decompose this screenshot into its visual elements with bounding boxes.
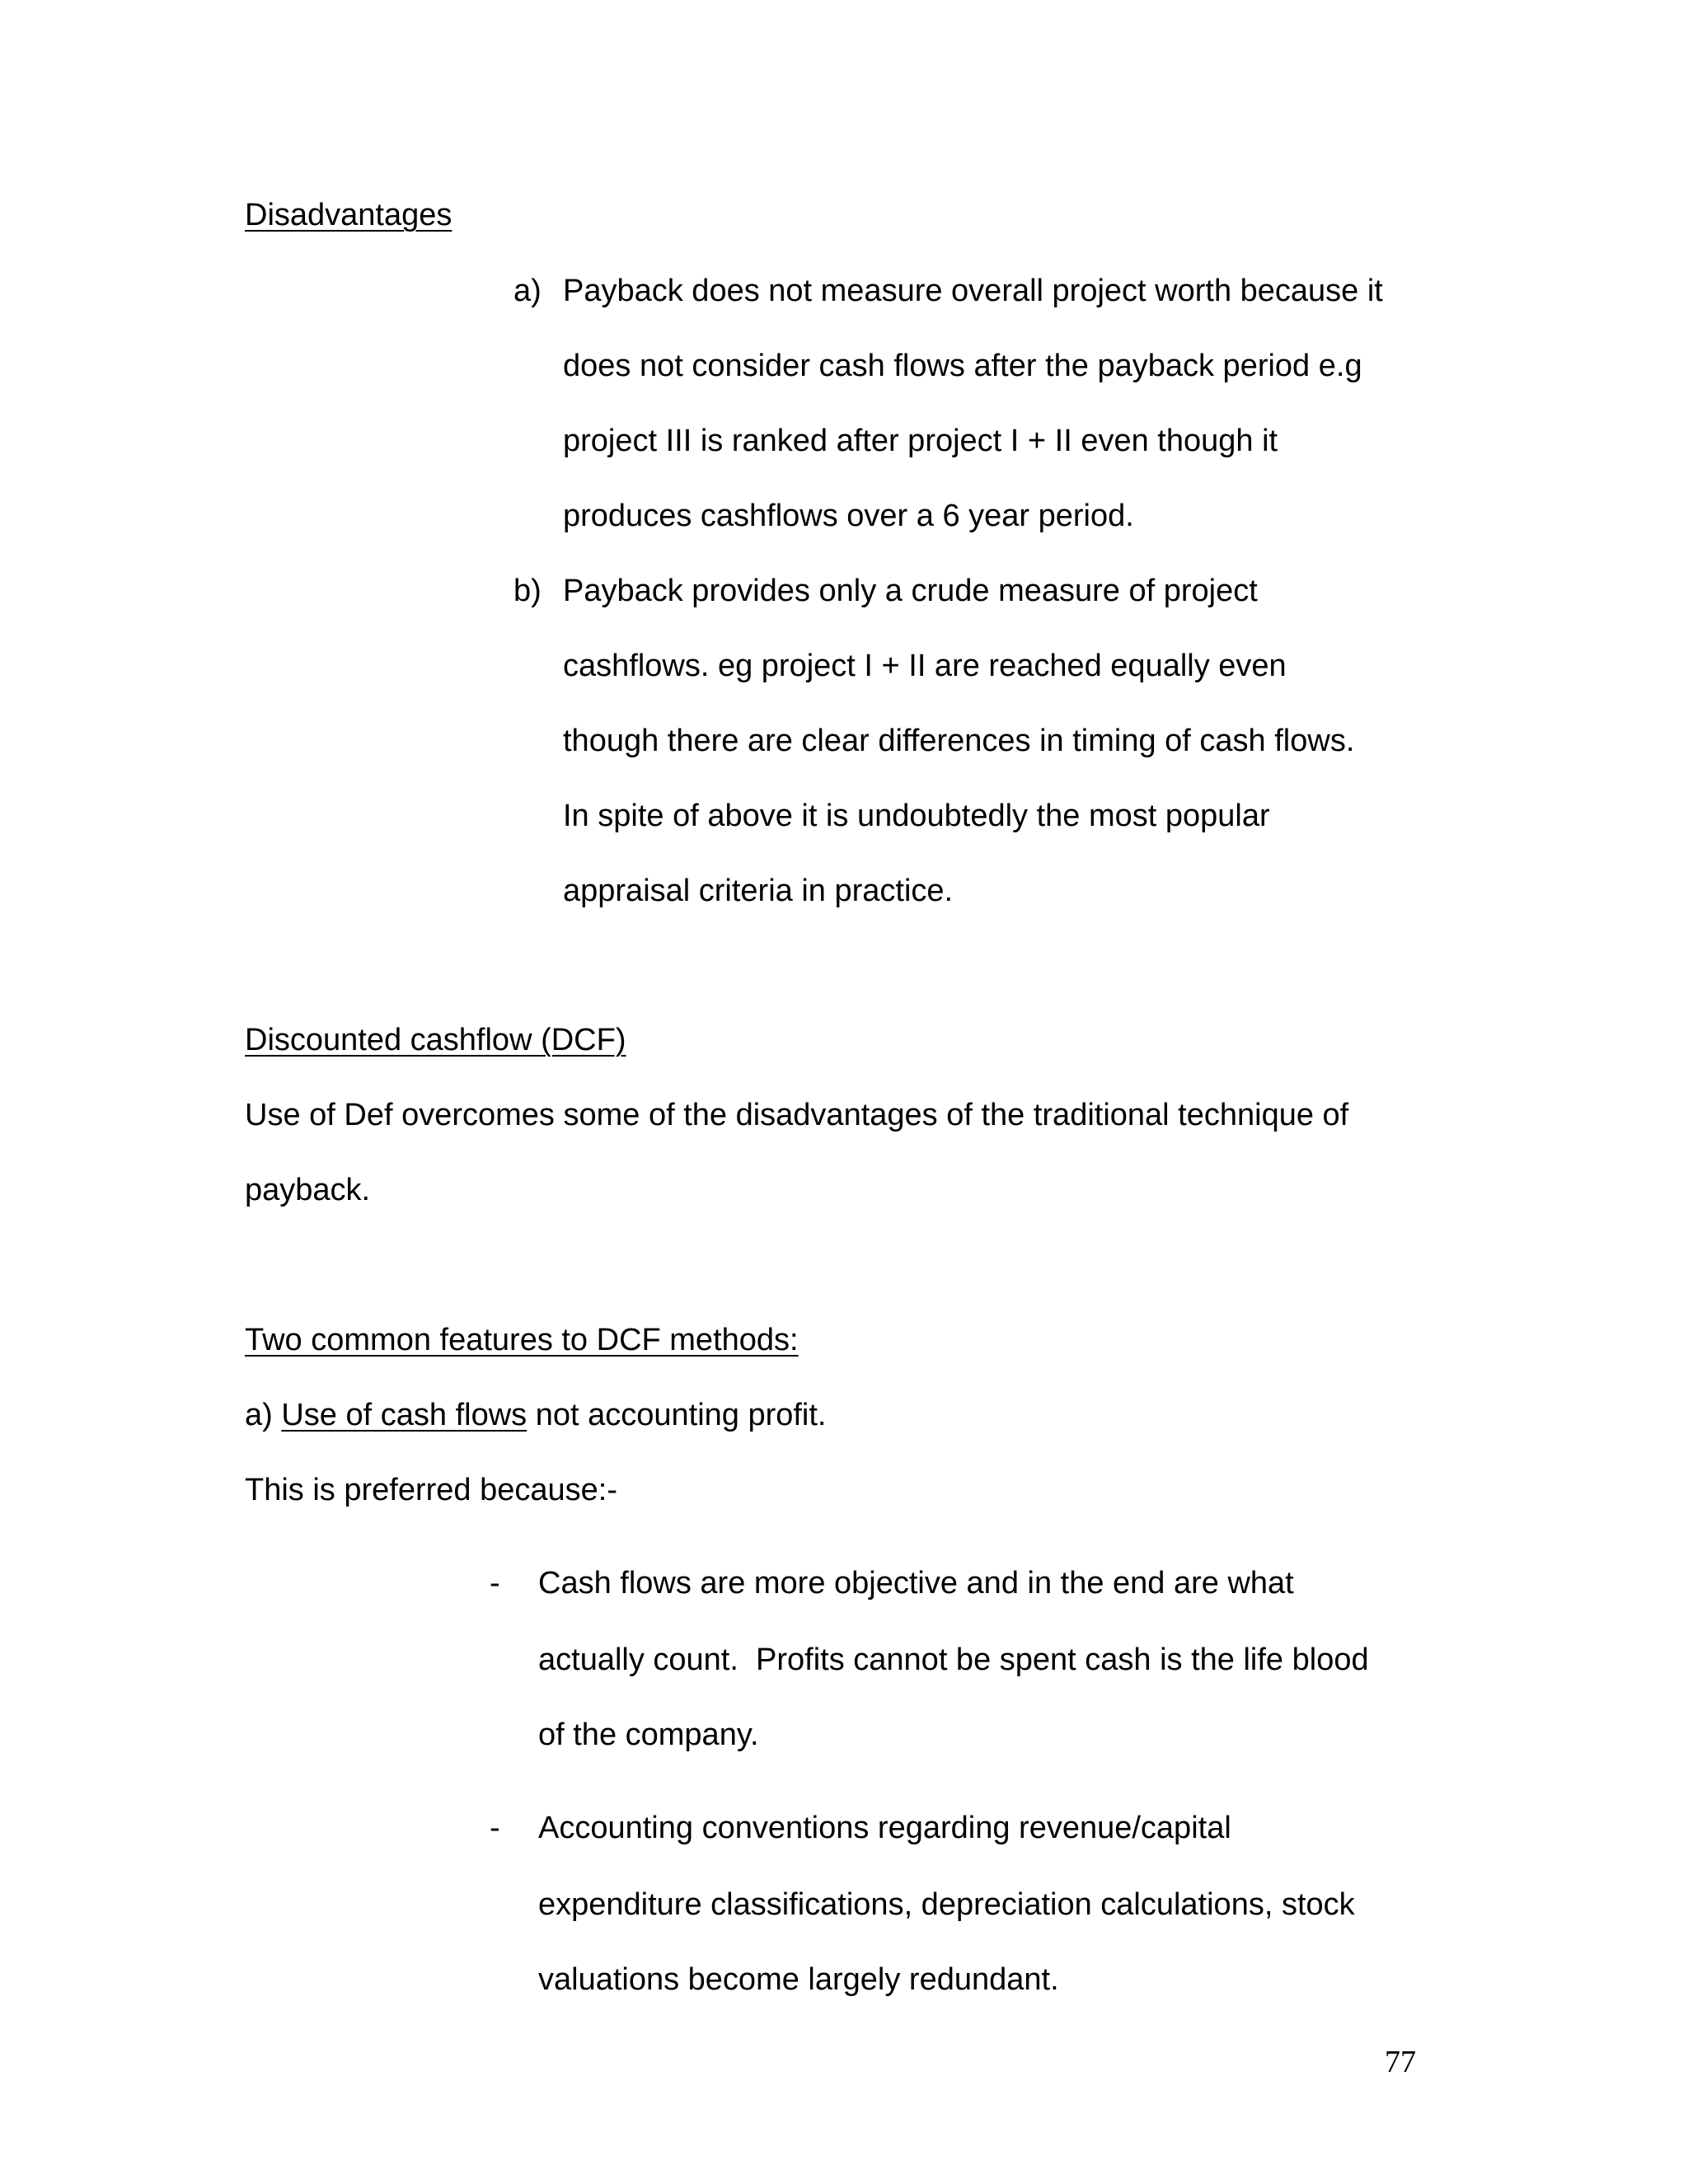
list-item-b-line-5: appraisal criteria in practice. [563,874,954,908]
features-intro: This is preferred because:- [245,1473,617,1507]
feature-item-a-underlined: Use of cash flows [281,1398,528,1432]
dcf-body-line-2: payback. [245,1173,371,1207]
list-item-b-line-1: Payback provides only a crude measure of project [563,574,1258,608]
bullet-dash-1: - [490,1566,500,1601]
feature-item-a-prefix: a) [245,1398,282,1432]
bullet-1-line-2: actually count. Profits cannot be spent cash is the life blood [538,1643,1369,1677]
feature-item-a [245,1399,827,1431]
bullet-dash-2: - [490,1811,500,1845]
list-item-b-line-3: though there are clear differences in timing of cash flows. [563,724,1355,758]
bullet-1-line-3: of the company. [538,1718,759,1752]
list-marker-b: b) [513,574,542,608]
page-number: 77 [1385,2045,1416,2079]
feature-item-a-suffix: not accounting profit. [527,1398,827,1432]
list-item-b-line-4: In spite of above it is undoubtedly the most popular [563,799,1270,833]
bullet-1-line-1: Cash flows are more objective and in the end are what [538,1566,1294,1601]
bullet-2-line-2: expenditure classifications, depreciation calculations, stock [538,1887,1355,1922]
list-marker-a: a) [513,274,542,308]
list-item-a-line-4: produces cashflows over a 6 year period. [563,499,1134,533]
section-heading-features: Two common features to DCF methods: [245,1323,799,1357]
dcf-body-line-1: Use of Def overcomes some of the disadvantages of the traditional technique of [245,1098,1349,1132]
bullet-2-line-3: valuations become largely redundant. [538,1962,1059,1997]
list-item-a-line-2: does not consider cash flows after the payback period e.g [563,349,1362,383]
section-heading-dcf: Discounted cashflow (DCF) [245,1023,626,1057]
list-item-a-line-1: Payback does not measure overall project worth because it [563,274,1383,308]
section-heading-disadvantages: Disadvantages [245,198,452,232]
list-item-a-line-3: project III is ranked after project I + II even though it [563,424,1278,458]
list-item-b-line-2: cashflows. eg project I + II are reached equally even [563,649,1287,683]
bullet-2-line-1: Accounting conventions regarding revenue/capital [538,1811,1231,1845]
